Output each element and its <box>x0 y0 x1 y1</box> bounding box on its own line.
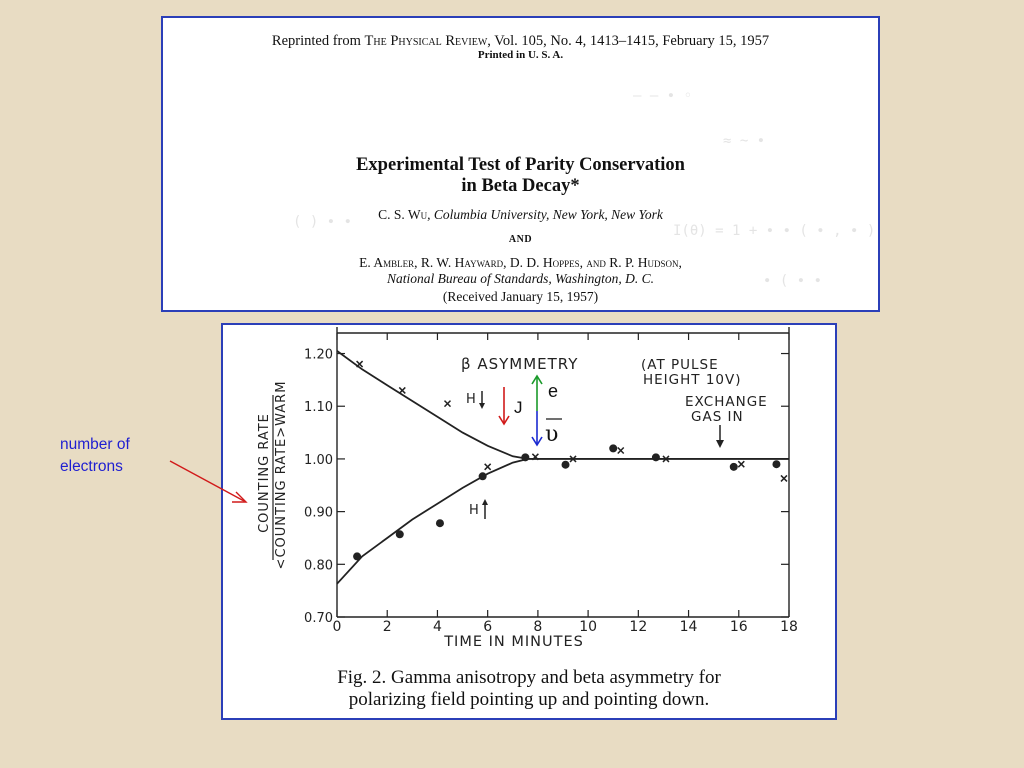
pulse-height-label-2: HEIGHT 10V) <box>643 372 742 388</box>
h-down-label: H <box>466 392 476 407</box>
data-point-x <box>399 387 405 393</box>
x-tick-label: 2 <box>382 619 392 635</box>
data-point-x <box>485 464 491 470</box>
bleed-through-text: ≈ ~ ∙ <box>723 133 766 149</box>
y-tick-label: 1.10 <box>304 400 333 416</box>
data-point-x <box>444 401 450 407</box>
x-tick-label: 12 <box>629 619 648 635</box>
data-point-x <box>781 475 787 481</box>
paper-title: Experimental Test of Parity Conservation in Beta Decay* <box>356 155 685 196</box>
data-point-dot <box>436 519 444 527</box>
x-tick-label: 16 <box>729 619 748 635</box>
y-tick-label: 1.00 <box>304 452 333 468</box>
exchange-gas-arrowhead <box>716 440 724 448</box>
plot-label: β ASYMMETRY <box>461 355 579 373</box>
reprint-line: Reprinted from The Physical Review, Vol. 105, No. 4, 1413–1415, February 15, 1957 <box>271 33 770 49</box>
y-tick-label: 1.20 <box>304 347 333 363</box>
data-point-dot <box>562 461 570 469</box>
data-point-dot <box>396 530 404 538</box>
author-line-2: E. Ambler, R. W. Hayward, D. D. Hoppes, and R. P. Hudson, <box>359 255 682 270</box>
x-tick-label: 0 <box>332 619 342 635</box>
figure-panel <box>221 323 837 720</box>
y-tick-label: 0.80 <box>304 558 333 574</box>
data-point-dot <box>353 552 361 560</box>
spin-label-J: J <box>514 398 523 417</box>
data-point-x <box>357 361 363 367</box>
data-point-x <box>618 447 624 453</box>
h-up-arrowhead <box>482 499 488 505</box>
y-axis-title-numerator: COUNTING RATE <box>257 413 272 533</box>
x-tick-label: 14 <box>679 619 698 635</box>
fit-curve-field-up <box>337 459 789 584</box>
bleed-through-text: ∙ ( ∙ ∙ <box>763 273 823 289</box>
data-point-dot <box>652 453 660 461</box>
data-point-dot <box>772 460 780 468</box>
antineutrino-label: υ <box>545 422 559 447</box>
y-tick-label: 0.70 <box>304 611 333 626</box>
data-point-dot <box>730 463 738 471</box>
y-axis-title-denominator: <COUNTING RATE>WARM <box>274 380 289 570</box>
number-of-electrons-label: number of electrons <box>60 436 130 475</box>
affiliation-line-2: National Bureau of Standards, Washington, D. C. <box>386 271 655 286</box>
author-line-1: C. S. Wu, Columbia University, New York, New York <box>378 207 663 222</box>
data-point-x <box>738 461 744 467</box>
received-date: (Received January 15, 1957) <box>442 289 599 304</box>
h-down-arrowhead <box>479 403 485 409</box>
x-axis-title: TIME IN MINUTES <box>444 634 584 650</box>
paper-header-panel <box>161 16 880 312</box>
bleed-through-text: I(θ) = 1 + ∙ ∙ ( ∙ , ∙ ) <box>673 223 876 239</box>
data-point-dot <box>479 472 487 480</box>
figure-caption: Fig. 2. Gamma anisotropy and beta asymmetry for polarizing field pointing up and pointing down. <box>337 667 721 710</box>
electron-label: e <box>548 381 559 401</box>
data-point-dot <box>521 453 529 461</box>
x-tick-label: 4 <box>432 619 442 635</box>
y-tick-label: 0.90 <box>304 505 333 521</box>
x-tick-label: 8 <box>533 619 543 635</box>
h-up-label: H <box>469 503 479 518</box>
pulse-height-label-1: (AT PULSE <box>641 357 719 373</box>
beta-asymmetry-chart <box>223 325 835 718</box>
and-line: AND <box>508 234 533 245</box>
x-tick-label: 6 <box>483 619 493 635</box>
data-point-dot <box>609 444 617 452</box>
printed-line: Printed in U. S. A. <box>477 49 564 61</box>
exchange-gas-label-1: EXCHANGE <box>685 394 768 410</box>
bleed-through-text: ( ) ∙ ∙ <box>293 214 353 230</box>
x-tick-label: 10 <box>579 619 598 635</box>
x-tick-label: 18 <box>780 619 798 635</box>
bleed-through-text: — — ∙ ◦ <box>633 88 693 104</box>
exchange-gas-label-2: GAS IN <box>691 409 744 425</box>
